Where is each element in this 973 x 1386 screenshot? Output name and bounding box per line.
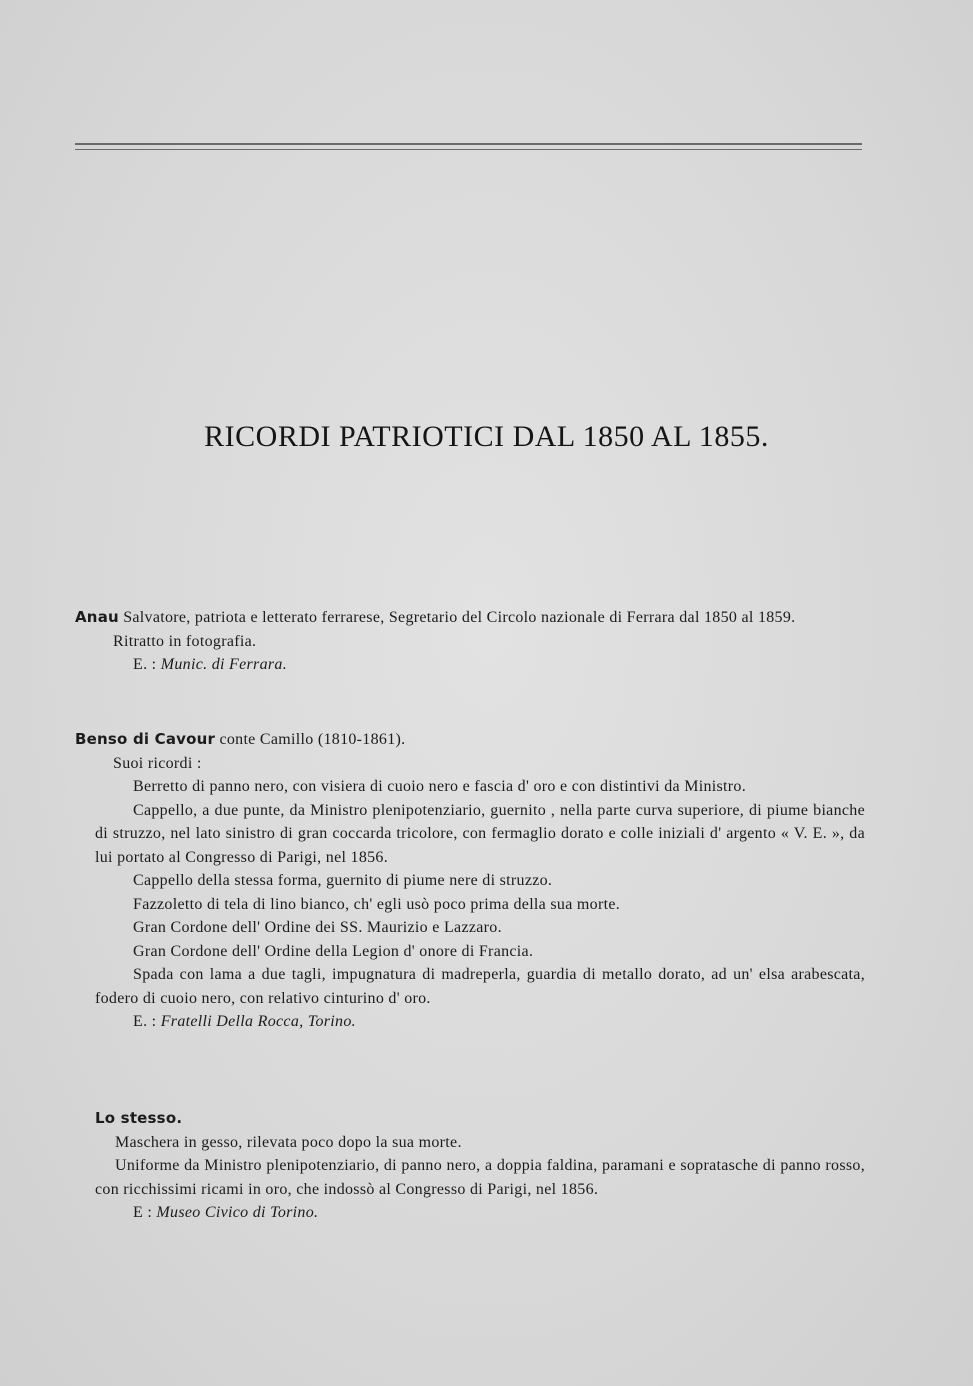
- entry-heading: [75, 728, 865, 752]
- header-rule-thin: [75, 149, 862, 150]
- entry-intro: conte Camillo (1810-1861).: [215, 731, 406, 748]
- entry-item: Cappello, a due punte, da Ministro plenipotenziario, guernito , nella parte curva superiore, di piume bianche di struzzo, nel lato sinistro di gran coccarda tricolore, con fermaglio dorato e colle iniziali d' argento « V. E. », da lui portato al Congresso di Parigi, nel 1856.: [95, 801, 865, 866]
- entry-item: Spada con lama a due tagli, impugnatura di madreperla, guardia di metallo dorato, ad un' elsa arabescata, fodero di cuoio nero, con relativo cinturino d' oro.: [95, 966, 865, 1007]
- entry-subheading: Suoi ricordi :: [113, 754, 202, 772]
- entry-item: Cappello della stessa forma, guernito di piume nere di struzzo.: [133, 872, 553, 889]
- entry-benso-di-cavour: [75, 728, 865, 1034]
- entry-item: Maschera in gesso, rilevata poco dopo la sua morte.: [115, 1133, 462, 1151]
- entry-item: Ritratto in fotografia.: [113, 632, 257, 650]
- entry-item: Fazzoletto di tela di lino bianco, ch' egli usò poco prima della sua morte.: [133, 895, 621, 913]
- entry-name: Lo stesso.: [95, 1109, 183, 1127]
- entry-name: Anau: [75, 608, 119, 626]
- entry-heading: [95, 1107, 865, 1131]
- entry-intro: Salvatore, patriota e letterato ferrarese, Segretario del Circolo nazionale di Ferrara dal 1850 al 1859.: [118, 609, 796, 626]
- entry-item: Uniforme da Ministro plenipotenziario, di panno nero, a doppia faldina, paramani e sopratasche di panno rosso, con ricchissimi ricami in oro, che indossò al Congresso di Parigi, nel 1856.: [95, 1157, 865, 1198]
- entry-anau: [75, 606, 865, 677]
- entry-heading: [75, 606, 865, 630]
- page-title: RICORDI PATRIOTICI DAL 1850 AL 1855.: [204, 420, 769, 453]
- entry-item: Gran Cordone dell' Ordine della Legion d' onore di Francia.: [133, 942, 534, 960]
- header-rule: [75, 143, 862, 145]
- entry-source: E : Museo Civico di Torino.: [133, 1204, 319, 1221]
- entry-item: Berretto di panno nero, con visiera di cuoio nero e fascia d' oro e con distintivi da Ministro.: [133, 778, 747, 795]
- entry-item: Gran Cordone dell' Ordine dei SS. Maurizio e Lazzaro.: [133, 919, 502, 936]
- entry-name: Benso di Cavour: [75, 730, 216, 748]
- entry-source: E. : Fratelli Della Rocca, Torino.: [133, 1013, 356, 1030]
- entry-lo-stesso: [95, 1107, 865, 1225]
- entry-source: E. : Munic. di Ferrara.: [133, 656, 287, 673]
